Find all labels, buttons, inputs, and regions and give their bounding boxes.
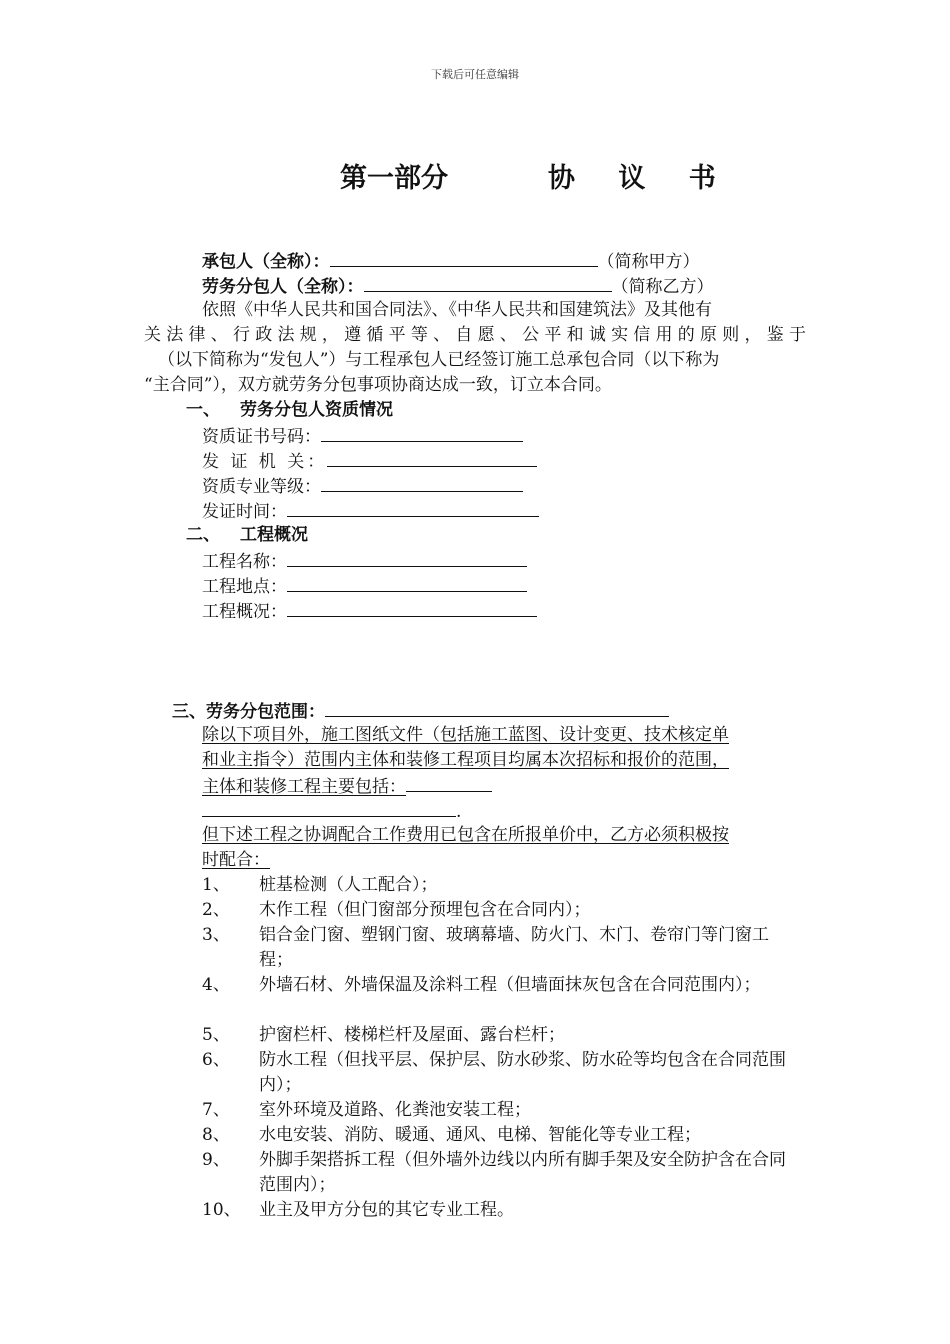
field-label: 资质证书号码： [202, 427, 321, 447]
section3-heading [172, 698, 669, 725]
list-item-text: 室外环境及道路、化粪池安装工程； [259, 1100, 531, 1120]
list-item-num: 1、 [202, 875, 230, 895]
title-part: 第一部分 [340, 163, 448, 194]
list-item-num: 8、 [202, 1125, 230, 1145]
title-name: 协 议 书 [548, 163, 733, 194]
list-item [202, 1148, 799, 1198]
field-blank [321, 423, 523, 442]
field-grade [202, 473, 523, 500]
field-issuer [202, 448, 537, 475]
intro-line-1: 依照《中华人民共和国合同法》、《中华人民共和国建筑法》及其他有 [202, 300, 712, 320]
list-item-num: 9、 [202, 1150, 230, 1170]
field-label: 资质专业等级： [202, 477, 321, 497]
list-item-text: 护窗栏杆、楼梯栏杆及屋面、露台栏杆； [259, 1025, 565, 1045]
field-issue-date [202, 498, 539, 525]
list-item-num: 6、 [202, 1050, 230, 1070]
field-label: 发证时间： [202, 502, 287, 522]
field-project-name [202, 548, 527, 575]
contractor-line [202, 248, 700, 275]
subcontractor-label: 劳务分包人（全称）： [202, 277, 364, 297]
list-item-text: 外脚手架搭拆工程（但外墙外边线以内所有脚手架及安全防护含在合同范围内）； [259, 1150, 786, 1195]
intro-line-3 [144, 348, 806, 373]
section3-blank-3 [202, 798, 456, 817]
field-cert-number [202, 423, 523, 450]
list-item-text: 业主及甲方分包的其它专业工程。 [259, 1200, 514, 1220]
list-item [202, 1048, 799, 1098]
section3-para2-line1: 但下述工程之协调配合工作费用已包含在所报单价中，乙方必须积极按 [202, 825, 729, 845]
field-blank [321, 473, 523, 492]
field-label: 工程名称： [202, 552, 287, 572]
list-item-text: 桩基检测（人工配合）； [259, 875, 438, 895]
list-item [202, 973, 783, 998]
section3-para2-line2: 时配合： [202, 850, 270, 870]
field-project-location [202, 573, 527, 600]
section2-num: 二、 [186, 525, 220, 545]
section2-heading [186, 523, 308, 548]
list-item-num: 5、 [202, 1025, 230, 1045]
list-item [202, 1023, 799, 1048]
section3-para1-line3-text: 主体和装修工程主要包括： [202, 777, 406, 797]
list-item-text: 水电安装、消防、暖通、通风、电梯、智能化等专业工程； [259, 1125, 701, 1145]
field-label: 工程地点： [202, 577, 287, 597]
field-blank [287, 548, 527, 567]
list-item-text: 防水工程（但找平层、保护层、防水砂浆、防水砼等均包含在合同范围内）； [259, 1050, 786, 1095]
section3-title: 三、劳务分包范围： [172, 702, 325, 722]
contractor-suffix: （简称甲方） [597, 252, 700, 272]
list-item [202, 1123, 799, 1148]
contractor-label: 承包人（全称）： [202, 252, 330, 272]
list-item [202, 898, 799, 923]
section1-title: 劳务分包人资质情况 [240, 400, 393, 420]
list-item-num: 10、 [202, 1200, 241, 1220]
intro-line-2-text: 关法律、行政法规，遵循平等、自愿、公平和诚实信用的原则，鉴于 [144, 325, 806, 345]
contractor-blank [330, 248, 598, 267]
section1-num: 一、 [186, 400, 220, 420]
field-blank [287, 498, 539, 517]
section3-para1-line3 [202, 773, 492, 800]
list-item-text: 木作工程（但门窗部分预埋包含在合同内）； [259, 900, 591, 920]
intro-line-3-text: （以下简称为“发包人”）与工程承包人已经签订施工总承包合同（以下称为 [158, 350, 720, 370]
list-item [202, 923, 799, 973]
subcontractor-line [202, 273, 714, 300]
section3-para1-line1: 除以下项目外，施工图纸文件（包括施工蓝图、设计变更、技术核定单 [202, 725, 729, 745]
field-project-overview [202, 598, 537, 625]
subcontractor-suffix: （简称乙方） [611, 277, 714, 297]
header-note: 下载后可任意编辑 [431, 68, 519, 81]
field-blank [287, 598, 537, 617]
section3-blank [325, 698, 669, 717]
intro-line-4: “主合同”），双方就劳务分包事项协商达成一致，订立本合同。 [144, 375, 612, 395]
field-label: 发 证 机 关： [202, 452, 328, 472]
list-item-text: 铝合金门窗、塑钢门窗、玻璃幕墙、防火门、木门、卷帘门等门窗工程； [259, 925, 769, 970]
list-item-text: 外墙石材、外墙保温及涂料工程（但墙面抹灰包含在合同范围内）； [259, 975, 761, 995]
field-label: 工程概况： [202, 602, 287, 622]
list-item [202, 1098, 799, 1123]
list-item-num: 4、 [202, 975, 230, 995]
list-item [202, 1198, 799, 1223]
section3-blank-line [202, 798, 461, 825]
list-item [202, 873, 799, 898]
section1-heading [186, 398, 393, 423]
subcontractor-blank [364, 273, 612, 292]
section3-para1-line2: 和业主指令）范围内主体和装修工程项目均属本次招标和报价的范围， [202, 750, 729, 770]
page-title [340, 156, 733, 195]
section3-period: . [456, 802, 462, 822]
list-item-num: 2、 [202, 900, 230, 920]
list-item-num: 7、 [202, 1100, 230, 1120]
intro-line-2 [144, 323, 806, 348]
field-blank [287, 573, 527, 592]
section2-title: 工程概况 [240, 525, 308, 545]
list-item-num: 3、 [202, 925, 230, 945]
field-blank [327, 448, 537, 467]
section3-blank-2 [406, 773, 492, 792]
